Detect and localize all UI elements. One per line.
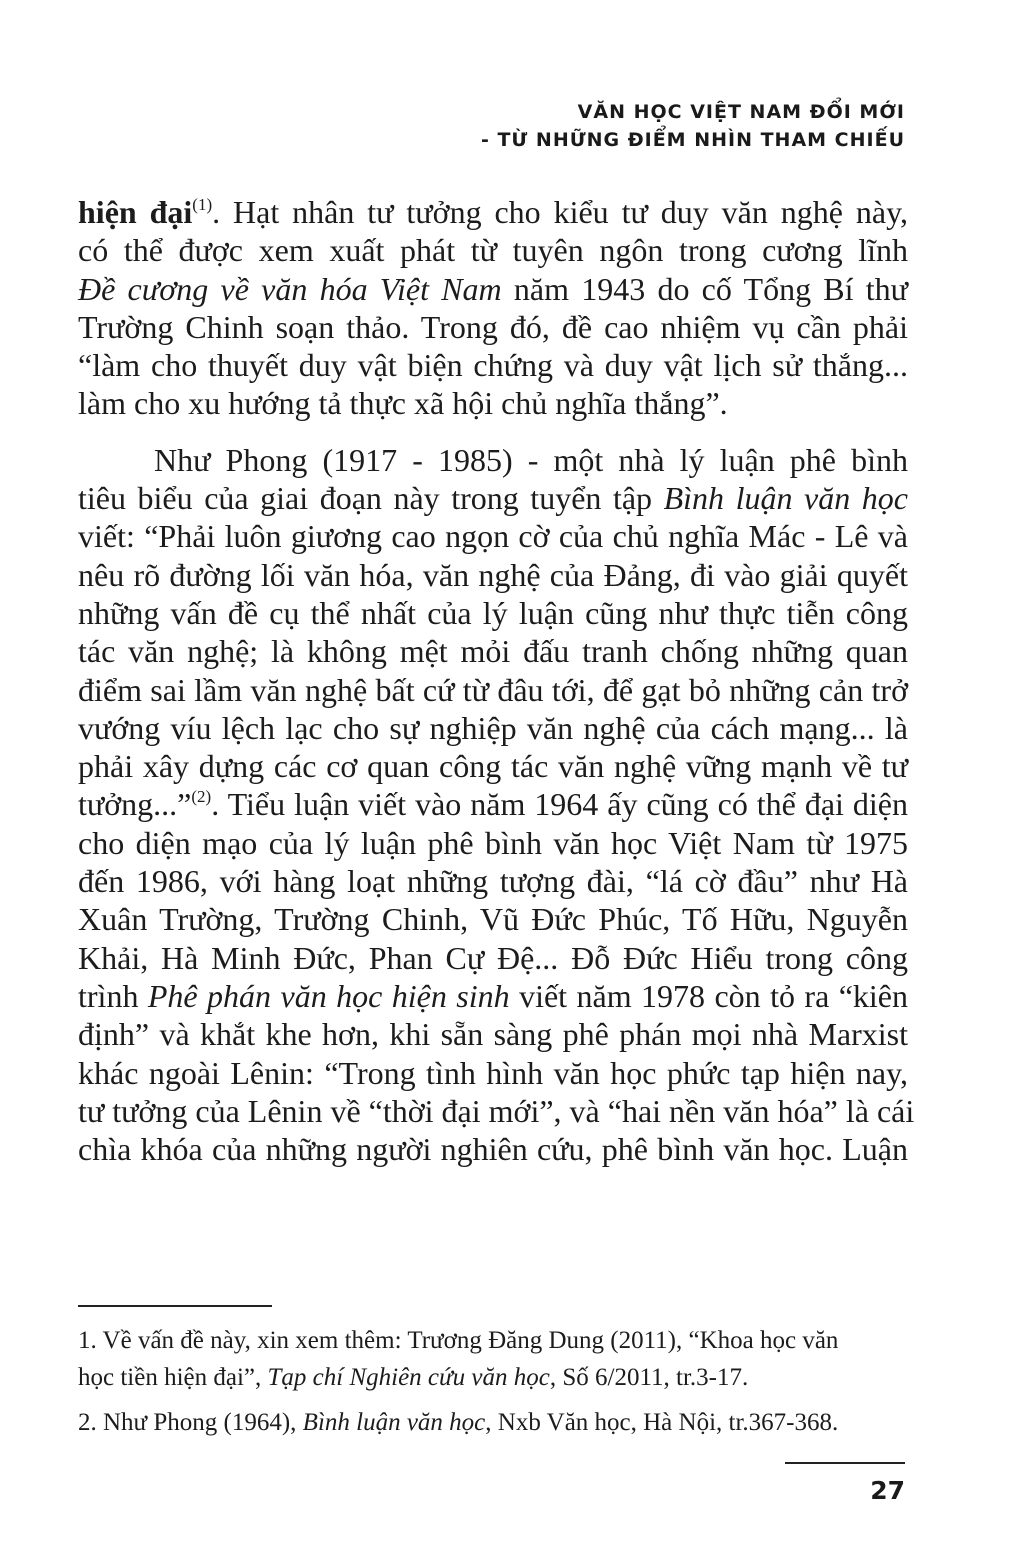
footnotes <box>78 1322 908 1441</box>
page-number: 27 <box>870 1476 905 1505</box>
text-line: những vấn đề cụ thể nhất của lý luận cũng như thực tiễn công <box>78 594 908 631</box>
text-line: vướng víu lệch lạc cho sự nghiệp văn nghệ của cách mạng... là <box>78 709 908 746</box>
text-line: phải xây dựng các cơ quan công tác văn nghệ vững mạnh về tư <box>78 748 908 785</box>
text-line: Khải, Hà Minh Đức, Phan Cự Đệ... Đỗ Đức Hiểu trong công <box>78 939 908 976</box>
paragraph-2 <box>78 441 915 1169</box>
footnote-ref-2: (2) <box>191 787 212 807</box>
text-line: có thể được xem xuất phát từ tuyên ngôn trong cương lĩnh <box>78 232 908 269</box>
text-line: tác văn nghệ; là không mệt mỏi đấu tranh chống những quan <box>78 633 908 670</box>
text-line: tiêu biểu của giai đoạn này trong tuyển tập Bình luận văn học <box>78 480 909 517</box>
running-header-title: VĂN HỌC VIỆT NAM ĐỔI MỚI <box>577 101 905 123</box>
paragraph-1 <box>78 193 908 423</box>
running-header <box>481 98 905 154</box>
text-line: viết: “Phải luôn giương cao ngọn cờ của chủ nghĩa Mác - Lê và <box>78 518 908 555</box>
text-line: nêu rõ đường lối văn hóa, văn nghệ của Đảng, đi vào giải quyết <box>78 556 908 593</box>
footnote-divider <box>78 1305 272 1307</box>
text-line: Đề cương về văn hóa Việt Nam năm 1943 do cố Tổng Bí thư <box>78 270 909 307</box>
work-title: Phê phán văn học hiện sinh <box>147 977 510 1014</box>
text-line: chìa khóa của những người nghiên cứu, phê bình văn học. Luận <box>78 1131 908 1168</box>
text-line: khác ngoài Lênin: “Trong tình hình văn học phức tạp hiện nay, <box>78 1054 908 1091</box>
body-text <box>78 193 915 1168</box>
bold-term: hiện đại <box>78 194 193 230</box>
text-line: “làm cho thuyết duy vật biện chứng và duy vật lịch sử thắng... <box>78 347 908 384</box>
text-line: điểm sai lầm văn nghệ bất cứ từ đâu tới, để gạt bỏ những cản trở <box>78 671 908 708</box>
text-line: trình Phê phán văn học hiện sinh viết năm 1978 còn tỏ ra “kiên <box>78 977 909 1014</box>
work-title: Bình luận văn học <box>302 1409 486 1436</box>
footnote-2: 2. Như Phong (1964), Bình luận văn học, Nxb Văn học, Hà Nội, tr.367-368. <box>78 1409 839 1436</box>
text-line: đến 1986, với hàng loạt những tượng đài, “lá cờ đầu” như Hà <box>78 863 908 900</box>
text-line: cho diện mạo của lý luận phê bình văn học Việt Nam từ 1975 <box>78 824 908 861</box>
journal-title: Tạp chí Nghiên cứu văn học <box>267 1364 550 1391</box>
footnote-1: 1. Về vấn đề này, xin xem thêm: Trương Đăng Dung (2011), “Khoa học văn học tiền hiện đại”, Tạp chí Nghiên cứu văn học, Số 6/2011, tr.3-17. <box>78 1327 839 1391</box>
text-line: hiện đại$^{(1)}$. Hạt nhân tư tưởng cho kiểu tư duy văn nghệ này, <box>78 194 909 230</box>
text-line: tư tưởng của Lênin về “thời đại mới”, và “hai nền văn hóa” là cái <box>78 1092 915 1129</box>
text-line: Trường Chinh soạn thảo. Trong đó, đề cao nhiệm vụ cần phải <box>78 308 908 345</box>
page-number-divider <box>785 1462 905 1464</box>
running-header-subtitle: - TỪ NHỮNG ĐIỂM NHÌN THAM CHIẾU <box>480 129 905 151</box>
text-line: làm cho xu hướng tả thực xã hội chủ nghĩa thắng”. <box>78 385 728 422</box>
footnote-ref-1: (1) <box>192 195 213 214</box>
text-line: tưởng...”$^{(2)}$. Tiểu luận viết vào năm 1964 ấy cũng có thể đại diện <box>78 786 908 823</box>
text-line: Như Phong (1917 - 1985) - một nhà lý luận phê bình <box>154 441 908 478</box>
work-title: Bình luận văn học <box>663 480 909 517</box>
text-line: định” và khắt khe hơn, khi sẵn sàng phê phán mọi nhà Marxist <box>78 1016 908 1053</box>
text-line: Xuân Trường, Trường Chinh, Vũ Đức Phúc, Tố Hữu, Nguyễn <box>78 901 908 938</box>
work-title: Đề cương về văn hóa Việt Nam <box>78 270 502 307</box>
